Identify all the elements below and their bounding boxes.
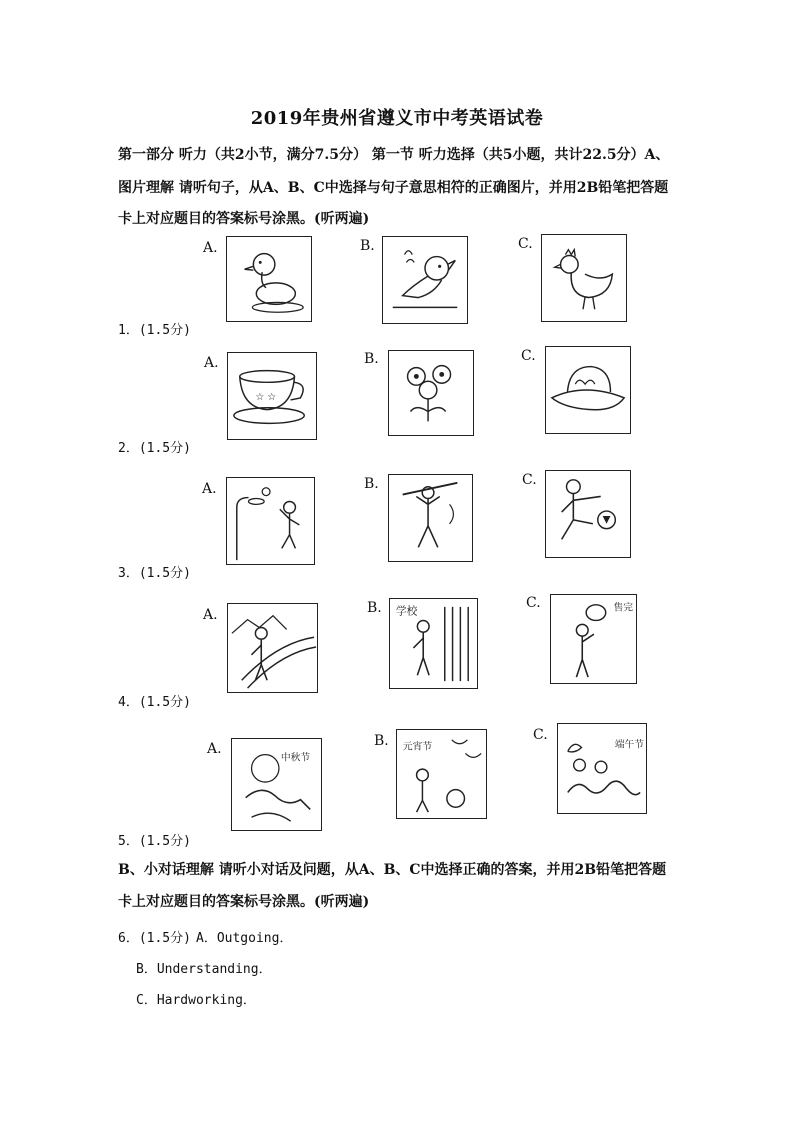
q2-option-c-letter: C.	[521, 348, 536, 364]
section-b-line-2: 卡上对应题目的答案标号涂黑。(听两遍)	[118, 894, 370, 910]
bird-icon	[383, 237, 467, 323]
hen-icon	[542, 235, 626, 321]
mid-autumn-festival-icon	[232, 739, 321, 830]
q1-option-b-letter: B.	[360, 238, 375, 254]
duck-icon	[227, 237, 311, 321]
sign-icon	[551, 595, 636, 683]
page-title: 2019年贵州省遵义市中考英语试卷	[250, 108, 544, 129]
q4-option-b-picture[interactable]	[389, 598, 478, 689]
q5-c-text: 端午节	[614, 739, 645, 751]
question-2-label: 2．(1.5分)	[118, 441, 191, 456]
lantern-festival-icon	[397, 730, 486, 818]
q5-option-b-letter: B.	[374, 733, 389, 749]
q4-option-a-picture[interactable]	[227, 603, 318, 693]
baseball-icon	[389, 475, 472, 561]
svg-text:☆ ☆: ☆ ☆	[255, 391, 277, 403]
q3-option-b-picture[interactable]	[388, 474, 473, 562]
q4-b-text: 学校	[395, 604, 418, 618]
school-icon	[390, 599, 477, 688]
q5-option-a-letter: A.	[207, 741, 222, 757]
q5-option-a-picture[interactable]	[231, 738, 322, 831]
q2-option-a-picture[interactable]	[227, 352, 317, 440]
q6-choice-a[interactable]: A．Outgoing．	[196, 931, 293, 946]
cup-icon	[228, 353, 316, 439]
intro-line-3: 卡上对应题目的答案标号涂黑。(听两遍)	[118, 211, 370, 227]
hat-icon	[546, 347, 630, 433]
question-3-label: 3．(1.5分)	[118, 566, 191, 581]
q1-option-c-picture[interactable]	[541, 234, 627, 322]
basketball-icon	[227, 478, 314, 564]
q6-choice-c[interactable]: C．Hardworking．	[136, 993, 256, 1008]
question-4-label: 4．(1.5分)	[118, 695, 191, 710]
q4-c-text: 售完	[613, 602, 634, 614]
q1-option-c-letter: C.	[518, 236, 533, 252]
q4-option-c-letter: C.	[526, 595, 541, 611]
q3-option-b-letter: B.	[364, 476, 379, 492]
q3-option-c-letter: C.	[522, 472, 537, 488]
q5-a-text: 中秋节	[280, 752, 311, 764]
flower-icon	[389, 351, 473, 435]
section-b-line-1: B、小对话理解 请听小对话及问题，从A、B、C中选择正确的答案，并用2B铅笔把答题	[118, 862, 667, 878]
q4-option-c-picture[interactable]	[550, 594, 637, 684]
q5-option-b-picture[interactable]	[396, 729, 487, 819]
q2-option-a-letter: A.	[204, 355, 219, 371]
q6-choice-b[interactable]: B．Understanding．	[136, 962, 272, 977]
q3-option-c-picture[interactable]	[545, 470, 631, 558]
q5-option-c-letter: C.	[533, 727, 548, 743]
q2-option-c-picture[interactable]	[545, 346, 631, 434]
q5-b-text: 元宵节	[402, 741, 433, 753]
bridge-icon	[228, 604, 317, 692]
intro-line-1: 第一部分 听力（共2小节，满分7.5分） 第一节 听力选择（共5小题，共计22.5分）A、	[118, 147, 670, 163]
q3-option-a-picture[interactable]	[226, 477, 315, 565]
q2-option-b-letter: B.	[364, 351, 379, 367]
question-6-label: 6．(1.5分)	[118, 931, 191, 946]
q5-option-c-picture[interactable]	[557, 723, 647, 814]
q2-option-b-picture[interactable]	[388, 350, 474, 436]
dragon-boat-festival-icon	[558, 724, 646, 813]
q4-option-b-letter: B.	[367, 600, 382, 616]
q1-option-a-picture[interactable]	[226, 236, 312, 322]
football-icon	[546, 471, 630, 557]
q1-option-b-picture[interactable]	[382, 236, 468, 324]
q3-option-a-letter: A.	[202, 481, 217, 497]
question-5-label: 5．(1.5分)	[118, 834, 191, 849]
intro-line-2: 图片理解 请听句子，从A、B、C中选择与句子意思相符的正确图片，并用2B铅笔把答题	[118, 180, 669, 196]
question-1-label: 1．(1.5分)	[118, 323, 191, 338]
q4-option-a-letter: A.	[203, 607, 218, 623]
q1-option-a-letter: A.	[203, 240, 218, 256]
